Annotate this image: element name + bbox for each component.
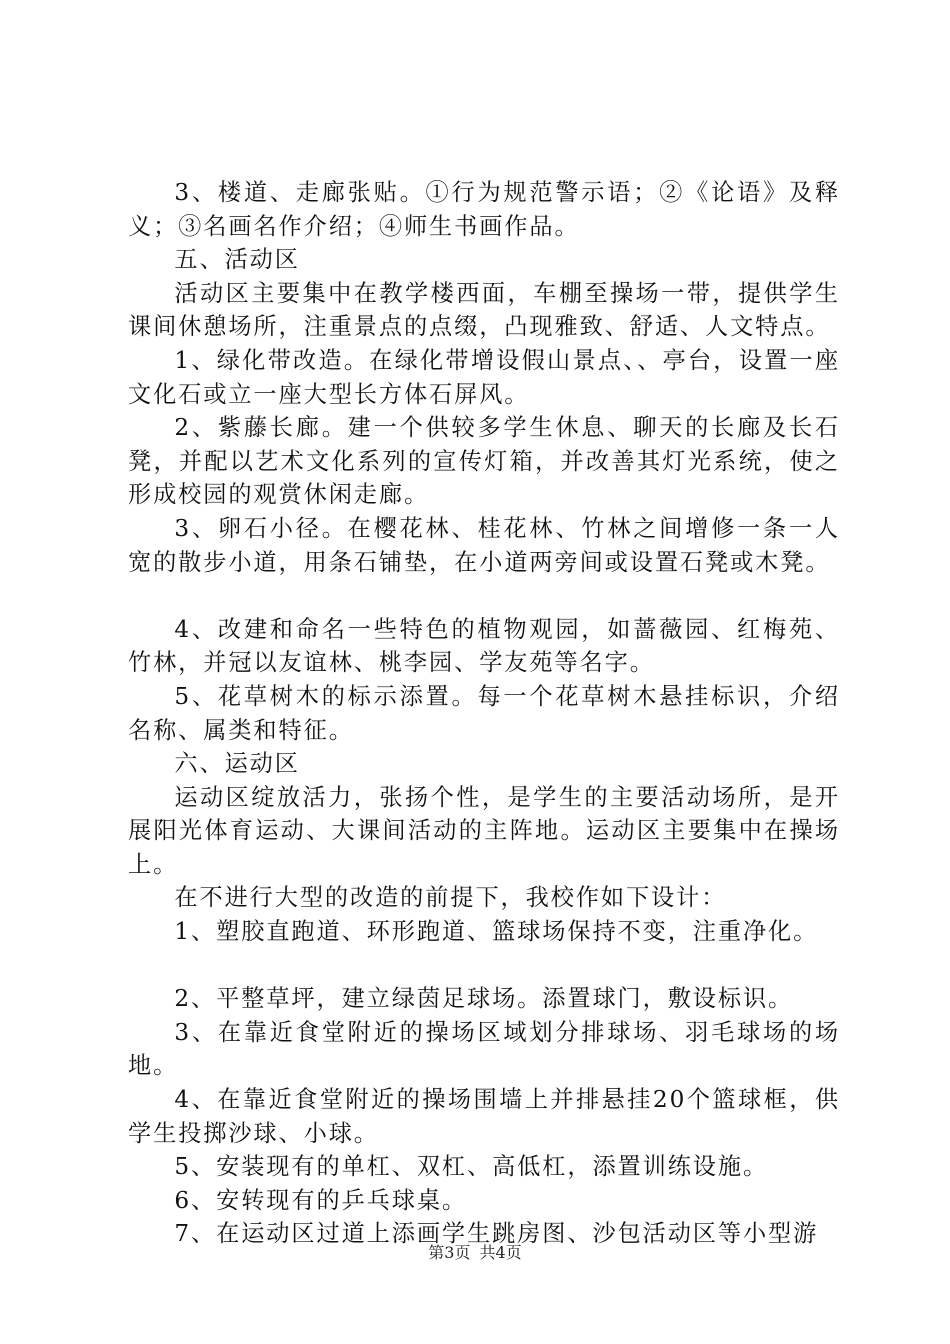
- paragraph-football-field: 2、平整草坪，建立绿茵足球场。添置球门，敷设标识。: [174, 985, 794, 1013]
- document-body: [128, 176, 840, 1251]
- paragraph-plant-labels: 5、花草树木的标示添置。每一个花草树木悬挂标识，介绍名称、属类和特征。: [128, 682, 840, 744]
- paragraph-tracks: 1、塑胶直跑道、环形跑道、篮球场保持不变，注重净化。: [174, 918, 819, 946]
- paragraph-activity-intro: 活动区主要集中在教学楼西面，车棚至操场一带，提供学生课间休憩场所，注重景点的点缀，凸现雅致、舒适、人文特点。: [128, 279, 840, 341]
- page-footer: [0, 1243, 950, 1263]
- heading-sports-zone: 六、运动区: [174, 750, 300, 778]
- paragraph-pebble-path: 3、卵石小径。在樱花林、桂花林、竹林之间增修一条一人宽的散步小道，用条石铺垫，在小道两旁间或设置石凳或木凳。: [128, 514, 840, 576]
- heading-activity-zone: 五、活动区: [174, 246, 300, 274]
- paragraph-sports-intro: 运动区绽放活力，张扬个性，是学生的主要活动场所，是开展阳光体育运动、大课间活动的主阵地。运动区主要集中在操场上。: [128, 783, 840, 878]
- paragraph-wisteria-corridor: 2、紫藤长廊。建一个供较多学生休息、聊天的长廊及长石凳，并配以艺术文化系列的宣传灯箱，并改善其灯光系统，使之形成校园的观赏休闲走廊。: [128, 414, 840, 509]
- page-total: 共4页: [479, 1243, 522, 1262]
- paragraph-design-premise: 在不进行大型的改造的前提下，我校作如下设计：: [174, 884, 727, 912]
- paragraph-greenbelt: 1、绿化带改造。在绿化带增设假山景点、、亭台，设置一座文化石或立一座大型长方体石屏风。: [128, 346, 840, 408]
- paragraph-volleyball-badminton: 3、在靠近食堂附近的操场区域划分排球场、羽毛球场的场地。: [128, 1018, 840, 1080]
- paragraph-corridor-posters: 3、楼道、走廊张贴。①行为规范警示语；②《论语》及释义；③名画名作介绍；④师生书画作品。: [128, 179, 840, 240]
- paragraph-pingpong: 6、安转现有的乒乓球桌。: [174, 1186, 468, 1214]
- paragraph-plant-gardens: 4、改建和命名一些特色的植物观园，如蔷薇园、红梅苑、竹林，并冠以友谊林、桃李园、学友苑等名字。: [128, 615, 840, 677]
- paragraph-hopscotch: 7、在运动区过道上添画学生跳房图、沙包活动区等小型游: [174, 1220, 819, 1248]
- page-number: 第3页: [428, 1243, 471, 1262]
- paragraph-basketball-hoops: 4、在靠近食堂附近的操场围墙上并排悬挂20个篮球框，供学生投掷沙球、小球。: [128, 1086, 840, 1147]
- paragraph-bars: 5、安装现有的单杠、双杠、高低杠，添置训练设施。: [174, 1153, 769, 1181]
